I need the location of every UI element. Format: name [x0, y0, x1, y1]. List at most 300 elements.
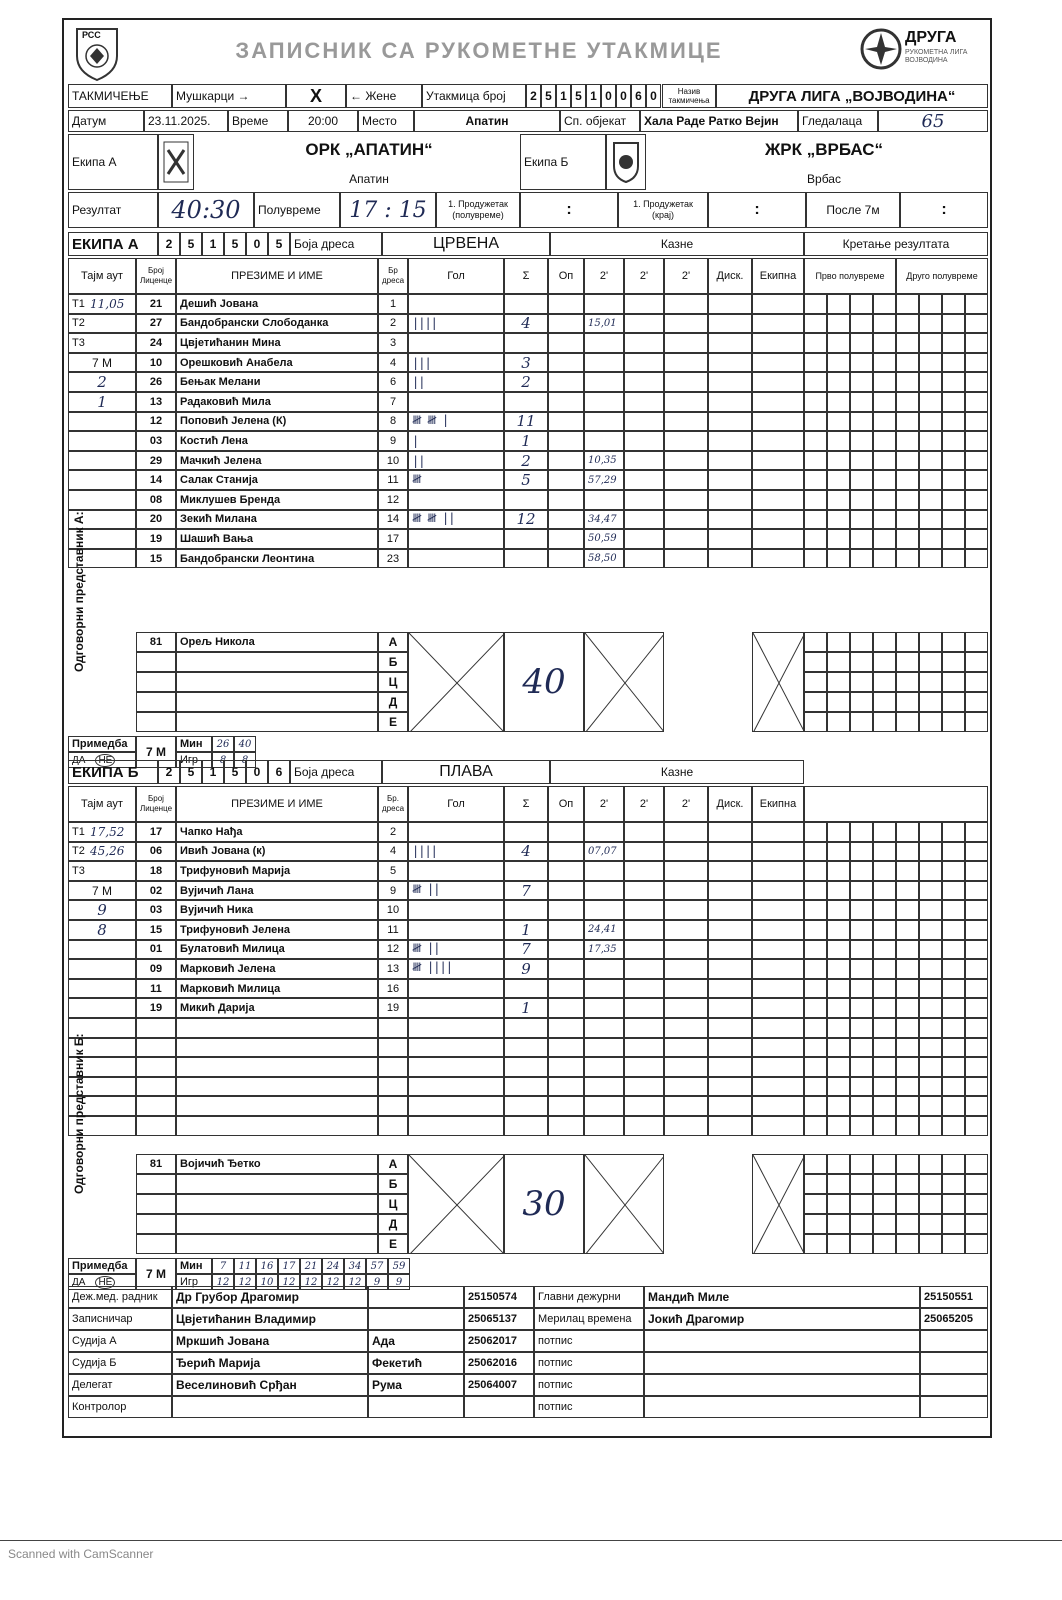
- official-name: Орељ Никола: [176, 632, 378, 652]
- progress-cell: [804, 672, 827, 692]
- match-digit: 1: [586, 84, 601, 108]
- ot1-label: 1. Продужетак (полувреме): [436, 192, 520, 228]
- ot2-label: 1. Продужетак (крај): [618, 192, 708, 228]
- player-warning: [548, 842, 584, 862]
- progress-cell: [873, 294, 896, 314]
- progress-cell: [827, 842, 850, 862]
- player-jersey: 10: [378, 451, 408, 471]
- player-disqualification: [708, 861, 752, 881]
- player-goal-tally: [408, 1116, 504, 1136]
- progress-cell: [942, 940, 965, 960]
- player-suspension: [624, 1018, 664, 1038]
- timeout-label: T3: [72, 864, 85, 877]
- timeout-cell: 9: [68, 900, 136, 920]
- player-suspension: [624, 372, 664, 392]
- official-name: Војичић Ђетко: [176, 1154, 378, 1174]
- progress-cell: [850, 1057, 873, 1077]
- column-header: Број Лиценце: [136, 786, 176, 822]
- progress-cell: [804, 900, 827, 920]
- crossed-box: [408, 632, 504, 732]
- progress-cell: [804, 692, 827, 712]
- progress-cell: [942, 1194, 965, 1214]
- scanner-text: Scanned with CamScanner: [8, 1547, 154, 1561]
- progress-cell: [873, 940, 896, 960]
- remark-no: НЕ: [95, 754, 115, 767]
- progress-cell: [919, 490, 942, 510]
- team-a-label: Екипа А: [68, 134, 158, 190]
- sevenm-minute: 24: [322, 1258, 344, 1274]
- progress-cell: [896, 900, 919, 920]
- progress-cell: [896, 1214, 919, 1234]
- column-header: Гол: [408, 258, 504, 294]
- match-digit: 0: [646, 84, 661, 108]
- progress-cell: [965, 549, 988, 569]
- scanner-footer: [0, 1540, 1062, 1561]
- official-city: Рума: [368, 1374, 464, 1396]
- player-license: 02: [136, 881, 176, 901]
- player-goal-tally: [408, 1038, 504, 1058]
- player-goals-total: 11: [504, 412, 548, 432]
- player-goals-total: [504, 1116, 548, 1136]
- player-suspension: [624, 998, 664, 1018]
- official-name: [176, 1174, 378, 1194]
- progress-cell: [804, 451, 827, 471]
- progress-cell: [827, 510, 850, 530]
- progress-cell: [896, 632, 919, 652]
- player-suspension: [624, 861, 664, 881]
- player-goal-tally: [408, 549, 504, 569]
- player-suspension: [664, 940, 708, 960]
- player-goal-tally: ||: [408, 451, 504, 471]
- player-license: 15: [136, 549, 176, 569]
- player-suspension: [624, 1077, 664, 1097]
- player-suspension: [584, 490, 624, 510]
- sevenm-game-score: 12: [344, 1274, 366, 1290]
- player-warning: [548, 1077, 584, 1097]
- time-value: 20:00: [288, 110, 358, 132]
- official-letter: Д: [378, 692, 408, 712]
- match-digit: 1: [556, 84, 571, 108]
- player-license: 06: [136, 842, 176, 862]
- progress-cell: [896, 881, 919, 901]
- progress-cell: [965, 431, 988, 451]
- team-penalty: [752, 372, 804, 392]
- player-license: 10: [136, 353, 176, 373]
- player-suspension: [664, 1057, 708, 1077]
- sevenm-min-label: Мин: [176, 736, 212, 752]
- player-suspension: [664, 412, 708, 432]
- progress-cell: [804, 920, 827, 940]
- halftime-label: Полувреме: [254, 192, 340, 228]
- progress-cell: [896, 1057, 919, 1077]
- progress-cell: [896, 1038, 919, 1058]
- remark-no: НЕ: [95, 1276, 115, 1289]
- progress-cell: [942, 392, 965, 412]
- player-disqualification: [708, 372, 752, 392]
- progress-cell: [896, 372, 919, 392]
- player-warning: [548, 529, 584, 549]
- player-name: [176, 1116, 378, 1136]
- league-logo: [859, 25, 979, 75]
- player-jersey: [378, 1038, 408, 1058]
- progress-cell: [827, 294, 850, 314]
- player-suspension: [664, 529, 708, 549]
- progress-cell: [919, 1057, 942, 1077]
- progress-cell: [942, 372, 965, 392]
- progress-cell: [873, 549, 896, 569]
- team-penalty: [752, 881, 804, 901]
- player-jersey: [378, 1057, 408, 1077]
- progress-cell: [965, 1234, 988, 1254]
- player-suspension: [624, 1096, 664, 1116]
- player-disqualification: [708, 294, 752, 314]
- player-warning: [548, 998, 584, 1018]
- player-suspension: [664, 861, 708, 881]
- team-penalty: [752, 822, 804, 842]
- progress-cell: [919, 549, 942, 569]
- progress-cell: [965, 1116, 988, 1136]
- progress-cell: [850, 510, 873, 530]
- player-name: Микић Дарија: [176, 998, 378, 1018]
- remark-yes: ДА: [72, 1276, 86, 1288]
- player-goals-total: [504, 861, 548, 881]
- progress-cell: [942, 470, 965, 490]
- player-suspension: [584, 979, 624, 999]
- team-penalty: [752, 1057, 804, 1077]
- crossed-box: [584, 632, 664, 732]
- player-suspension: [624, 842, 664, 862]
- progress-cell: [827, 1174, 850, 1194]
- official-person-2: Мандић Миле: [644, 1286, 920, 1308]
- progress-cell: [919, 353, 942, 373]
- progress-cell: [942, 1038, 965, 1058]
- progress-cell: [965, 900, 988, 920]
- sevenm-minute: 59: [388, 1258, 410, 1274]
- progress-cell: [804, 431, 827, 451]
- player-goal-tally: [408, 1096, 504, 1116]
- league-logo-sub: РУКОМЕТНА ЛИГА ВОЈВОДИНА: [905, 49, 968, 64]
- progress-cell: [873, 920, 896, 940]
- player-suspension: [624, 412, 664, 432]
- team-penalty: [752, 1116, 804, 1136]
- official-letter: Ц: [378, 672, 408, 692]
- progress-cell: [827, 372, 850, 392]
- progress-cell: [919, 529, 942, 549]
- player-name: [176, 1077, 378, 1097]
- official-name: [176, 712, 378, 732]
- ot1-value: :: [520, 192, 618, 228]
- team-penalty: [752, 549, 804, 569]
- player-suspension: [664, 392, 708, 412]
- column-header: 2': [664, 258, 708, 294]
- official-name: [176, 652, 378, 672]
- player-license: 12: [136, 412, 176, 432]
- sevenm-minute: 7: [212, 1258, 234, 1274]
- progress-cell: [873, 1154, 896, 1174]
- progress-cell: [804, 1194, 827, 1214]
- progress-cell: [942, 1154, 965, 1174]
- jersey-color: ЦРВЕНА: [382, 232, 550, 256]
- player-license: 19: [136, 529, 176, 549]
- column-header: Екипна: [752, 258, 804, 294]
- team-penalty: [752, 529, 804, 549]
- league-logo-text: ДРУГА: [905, 29, 957, 46]
- ot2-value: :: [708, 192, 806, 228]
- progress-cell: [896, 712, 919, 732]
- progress-cell: [919, 822, 942, 842]
- player-jersey: 5: [378, 861, 408, 881]
- progress-cell: [827, 712, 850, 732]
- player-suspension: [584, 1116, 624, 1136]
- progress-cell: [827, 1116, 850, 1136]
- progress-cell: [873, 1096, 896, 1116]
- progress-cell: [942, 842, 965, 862]
- team-penalty: [752, 412, 804, 432]
- progress-cell: [896, 940, 919, 960]
- progress-cell: [919, 372, 942, 392]
- player-warning: [548, 900, 584, 920]
- progress-cell: [919, 412, 942, 432]
- progress-cell: [965, 529, 988, 549]
- player-suspension: [584, 1038, 624, 1058]
- player-disqualification: [708, 881, 752, 901]
- crossed-box: [752, 632, 804, 732]
- team-penalty: [752, 1018, 804, 1038]
- progress-cell: [896, 998, 919, 1018]
- progress-cell: [850, 470, 873, 490]
- official-license-no-2: 25150551: [920, 1286, 988, 1308]
- progress-cell: [965, 1018, 988, 1038]
- progress-cell: [850, 632, 873, 652]
- progress-cell: [873, 529, 896, 549]
- progress-cell: [850, 998, 873, 1018]
- player-goal-tally: [408, 861, 504, 881]
- progress-cell: [919, 1194, 942, 1214]
- official-city: [368, 1286, 464, 1308]
- progress-cell: [965, 314, 988, 334]
- player-disqualification: [708, 822, 752, 842]
- official-letter: А: [378, 1154, 408, 1174]
- progress-cell: [919, 998, 942, 1018]
- team-a-logo: [158, 134, 194, 190]
- progress-cell: [942, 1116, 965, 1136]
- player-jersey: 19: [378, 998, 408, 1018]
- player-suspension: [624, 881, 664, 901]
- progress-cell: [942, 632, 965, 652]
- player-suspension: [584, 1096, 624, 1116]
- official-name: [176, 692, 378, 712]
- timeout-cell: [68, 861, 136, 881]
- team-code-digit: 5: [224, 232, 246, 256]
- official-letter: А: [378, 632, 408, 652]
- progress-cell: [873, 451, 896, 471]
- progress-cell: [850, 861, 873, 881]
- official-license-no-2: [920, 1374, 988, 1396]
- progress-cell: [804, 998, 827, 1018]
- player-license: 03: [136, 900, 176, 920]
- player-warning: [548, 372, 584, 392]
- team-penalty: [752, 470, 804, 490]
- player-suspension: 34,47: [584, 510, 624, 530]
- player-suspension: [624, 1038, 664, 1058]
- player-suspension: [584, 294, 624, 314]
- official-role: Делегат: [68, 1374, 172, 1396]
- progress-cell: [804, 940, 827, 960]
- player-goals-total: 3: [504, 353, 548, 373]
- men-label: Мушкарци →: [172, 84, 286, 108]
- player-suspension: [624, 294, 664, 314]
- progress-cell: [919, 1116, 942, 1136]
- player-suspension: [624, 1057, 664, 1077]
- official-person: Мркшић Јована: [172, 1330, 368, 1352]
- progress-cell: [965, 881, 988, 901]
- progress-cell: [850, 549, 873, 569]
- progress-cell: [942, 900, 965, 920]
- player-disqualification: [708, 1116, 752, 1136]
- progress-cell: [873, 692, 896, 712]
- official-role: Судија А: [68, 1330, 172, 1352]
- progress-cell: [896, 392, 919, 412]
- progress-cell: [896, 1154, 919, 1174]
- player-name: Цвјетићанин Мина: [176, 333, 378, 353]
- player-disqualification: [708, 314, 752, 334]
- progress-cell: [873, 470, 896, 490]
- official-license-no: 25064007: [464, 1374, 534, 1396]
- player-disqualification: [708, 1018, 752, 1038]
- player-license: 01: [136, 940, 176, 960]
- progress-cell: [965, 959, 988, 979]
- progress-cell: [896, 333, 919, 353]
- player-goal-tally: [408, 920, 504, 940]
- player-goal-tally: [408, 822, 504, 842]
- progress-cell: [942, 412, 965, 432]
- progress-cell: [873, 900, 896, 920]
- player-suspension: [624, 979, 664, 999]
- player-disqualification: [708, 451, 752, 471]
- progress-cell: [850, 490, 873, 510]
- player-goal-tally: [408, 1018, 504, 1038]
- player-suspension: [664, 998, 708, 1018]
- progress-cell: [896, 652, 919, 672]
- timeout-cell: [68, 294, 136, 314]
- player-suspension: [664, 314, 708, 334]
- player-name: Булатовић Милица: [176, 940, 378, 960]
- progress-cell: [827, 632, 850, 652]
- player-suspension: [624, 510, 664, 530]
- player-disqualification: [708, 1077, 752, 1097]
- progress-cell: [942, 1096, 965, 1116]
- progress-cell: [965, 510, 988, 530]
- player-goal-tally: 𝍸 ||||: [408, 959, 504, 979]
- official-name: [176, 1194, 378, 1214]
- team-penalty: [752, 353, 804, 373]
- sevenm-minute: 21: [300, 1258, 322, 1274]
- progress-cell: [804, 529, 827, 549]
- team-total-goals: 40: [504, 632, 584, 732]
- official-license: [136, 1174, 176, 1194]
- progress-cell: [873, 1214, 896, 1234]
- player-jersey: 13: [378, 959, 408, 979]
- player-goal-tally: [408, 998, 504, 1018]
- place-label: Место: [358, 110, 414, 132]
- official-license-no: 25065137: [464, 1308, 534, 1330]
- progress-cell: [850, 333, 873, 353]
- player-suspension: [624, 490, 664, 510]
- progress-cell: [804, 1018, 827, 1038]
- match-no-label: Утакмица број: [422, 84, 526, 108]
- player-suspension: [624, 431, 664, 451]
- player-goal-tally: [408, 490, 504, 510]
- player-goal-tally: 𝍸 𝍸 ||: [408, 510, 504, 530]
- progress-cell: [896, 1174, 919, 1194]
- player-warning: [548, 1038, 584, 1058]
- official-license-no-2: [920, 1330, 988, 1352]
- player-disqualification: [708, 979, 752, 999]
- official-person-2: [644, 1330, 920, 1352]
- player-goals-total: 12: [504, 510, 548, 530]
- player-license: 08: [136, 490, 176, 510]
- progress-cell: [942, 822, 965, 842]
- player-suspension: [584, 1077, 624, 1097]
- progress-cell: [965, 712, 988, 732]
- player-suspension: [664, 959, 708, 979]
- player-name: Вујичић Лана: [176, 881, 378, 901]
- progress-cell: [942, 979, 965, 999]
- official-role: Записничар: [68, 1308, 172, 1330]
- player-suspension: [664, 822, 708, 842]
- player-suspension: 24,41: [584, 920, 624, 940]
- player-suspension: 58,50: [584, 549, 624, 569]
- timeout-cell: [68, 490, 136, 510]
- player-suspension: [624, 900, 664, 920]
- column-header: Гол: [408, 786, 504, 822]
- progress-cell: [965, 998, 988, 1018]
- progress-cell: [965, 294, 988, 314]
- player-name: Марковић Милица: [176, 979, 378, 999]
- player-suspension: [584, 392, 624, 412]
- sevenm-minute: 40: [234, 736, 256, 752]
- timeout-label: T1: [72, 825, 85, 838]
- official-license: [136, 1194, 176, 1214]
- progress-cell: [942, 294, 965, 314]
- progress-cell: [965, 652, 988, 672]
- progress-cell: [965, 490, 988, 510]
- official-city: Ада: [368, 1330, 464, 1352]
- team-code-digit: 1: [202, 760, 224, 784]
- progress-cell: [850, 372, 873, 392]
- progress-cell: [873, 412, 896, 432]
- progress-cell: [804, 959, 827, 979]
- sevenm-game-label: Игр: [176, 752, 212, 768]
- progress-cell: [827, 959, 850, 979]
- timeout-cell: [68, 959, 136, 979]
- player-suspension: [584, 372, 624, 392]
- progress-cell: [919, 314, 942, 334]
- progress-cell: [827, 692, 850, 712]
- progress-cell: [827, 900, 850, 920]
- official-role-2: потпис: [534, 1374, 644, 1396]
- progress-cell: [896, 549, 919, 569]
- player-license: 09: [136, 959, 176, 979]
- player-warning: [548, 314, 584, 334]
- progress-cell: [850, 1116, 873, 1136]
- player-jersey: 3: [378, 333, 408, 353]
- progress-cell: [896, 822, 919, 842]
- player-suspension: [664, 1077, 708, 1097]
- progress-cell: [873, 1077, 896, 1097]
- progress-cell: [965, 451, 988, 471]
- player-name: Поповић Јелена (К): [176, 412, 378, 432]
